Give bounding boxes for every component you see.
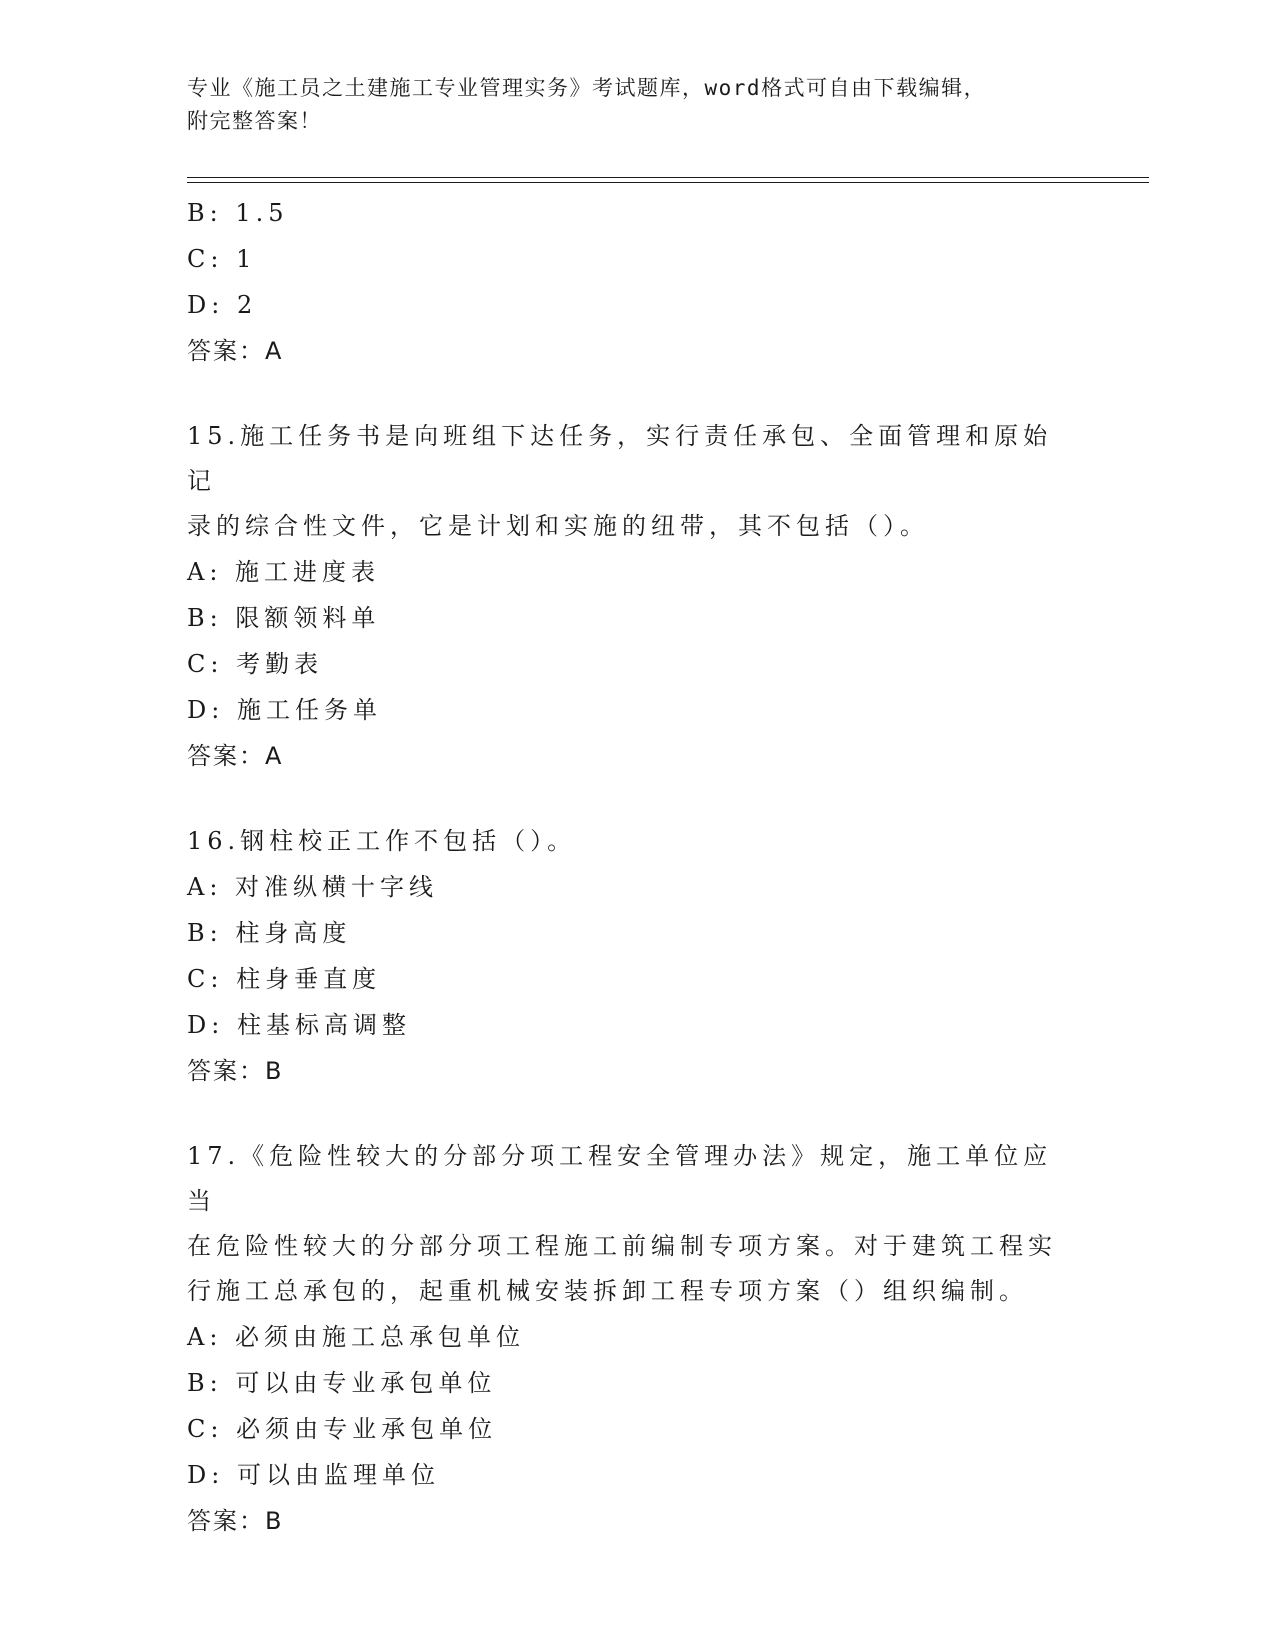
option-a: A: 必须由施工总承包单位 — [187, 1323, 526, 1351]
spacer — [187, 1094, 1087, 1134]
document-body — [187, 190, 1087, 1544]
header-line-2: 附完整答案！ — [187, 109, 322, 133]
option-b: B: 1.5 — [187, 199, 289, 227]
header-divider-top — [187, 177, 1149, 178]
header-divider-bottom — [187, 182, 1149, 183]
question-line: 行施工总承包的，起重机械安装拆卸工程专项方案（）组织编制。 — [187, 1277, 1028, 1305]
question-line: 17.《危险性较大的分部分项工程安全管理办法》规定，施工单位应当 — [187, 1142, 1053, 1215]
option-d: D: 施工任务单 — [187, 696, 382, 724]
question-15-block — [187, 414, 1087, 779]
option-b: B: 柱身高度 — [187, 919, 352, 947]
option-c: C: 考勤表 — [187, 650, 324, 678]
answer-line: 答案：B — [187, 1507, 284, 1535]
option-d: D: 柱基标高调整 — [187, 1011, 411, 1039]
question-text — [187, 1134, 1067, 1314]
prev-question-block — [187, 190, 1087, 374]
question-line: 录的综合性文件，它是计划和实施的纽带，其不包括（）。 — [187, 512, 929, 540]
spacer — [187, 779, 1087, 819]
answer-line: 答案：B — [187, 1057, 284, 1085]
option-b: B: 限额领料单 — [187, 604, 381, 632]
question-text — [187, 819, 1067, 864]
question-line: 15.施工任务书是向班组下达任务，实行责任承包、全面管理和原始记 — [187, 422, 1053, 495]
header-line-1: 专业《施工员之土建施工专业管理实务》考试题库，word格式可自由下载编辑， — [187, 76, 987, 100]
question-line: 在危险性较大的分部分项工程施工前编制专项方案。对于建筑工程实 — [187, 1232, 1057, 1260]
option-c: C: 必须由专业承包单位 — [187, 1415, 498, 1443]
option-a: A: 对准纵横十字线 — [187, 873, 439, 901]
question-16-block — [187, 819, 1087, 1094]
question-line: 16.钢柱校正工作不包括（）。 — [187, 827, 577, 855]
answer-line: 答案：A — [187, 337, 284, 365]
option-b: B: 可以由专业承包单位 — [187, 1369, 497, 1397]
option-a: A: 施工进度表 — [187, 558, 381, 586]
option-d: D: 2 — [187, 291, 258, 319]
option-c: C: 柱身垂直度 — [187, 965, 382, 993]
spacer — [187, 374, 1087, 414]
question-17-block — [187, 1134, 1087, 1544]
option-d: D: 可以由监理单位 — [187, 1461, 440, 1489]
answer-line: 答案：A — [187, 742, 284, 770]
option-c: C: 1 — [187, 245, 257, 273]
page-header — [187, 72, 1087, 138]
question-text — [187, 414, 1067, 549]
